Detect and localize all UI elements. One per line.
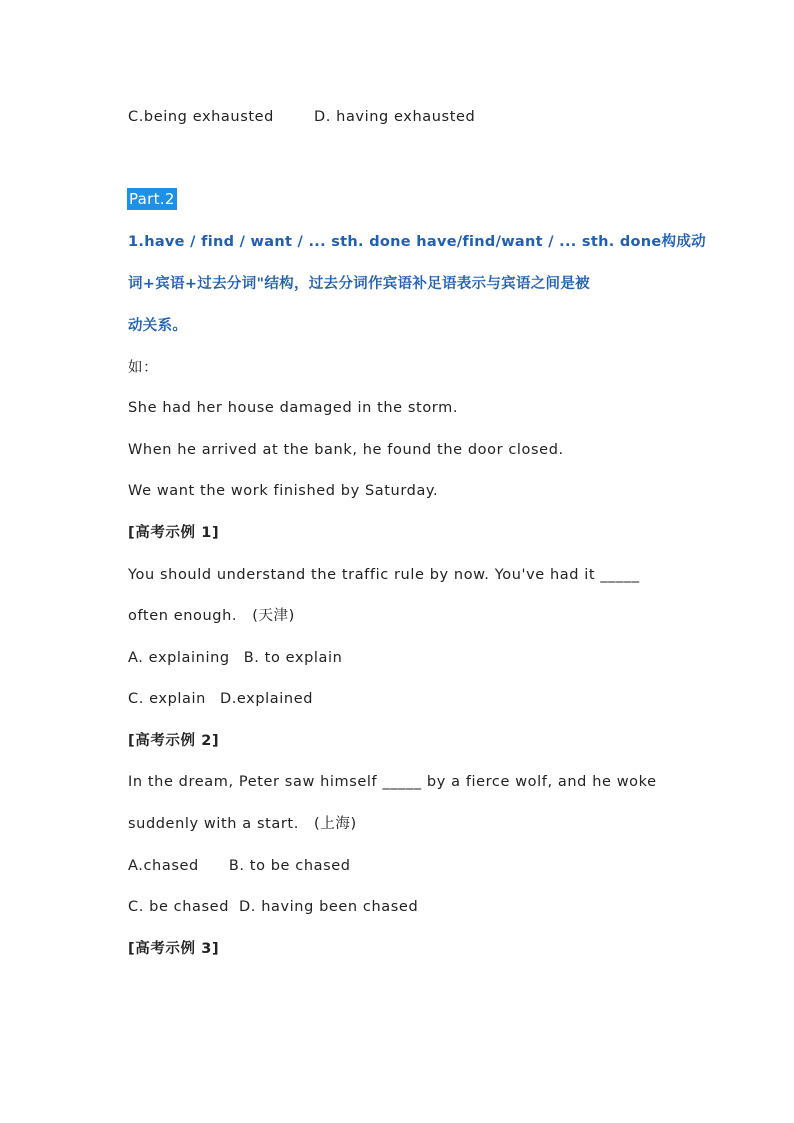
question-1-options-cd [128, 689, 668, 709]
option-b: B. to be chased [228, 858, 351, 874]
exam-example-title-3: [高考示例 3] [128, 941, 220, 957]
example-intro: 如： [128, 360, 159, 376]
example-sentence-1: She had her house damaged in the storm. [128, 400, 459, 416]
option-b: B. to explain [243, 650, 343, 666]
rule-text-line-2: 词+宾语+过去分词"结构，过去分词作宾语补足语表示与宾语之间是被 [128, 276, 590, 292]
option-d: D. having been chased [239, 899, 419, 915]
section-heading-part-2: Part.2 [129, 190, 175, 208]
question-2-options-cd [128, 897, 668, 917]
question-1-options-ab [128, 648, 668, 668]
example-sentence-3: We want the work finished by Saturday. [128, 483, 439, 499]
option-a: A. explaining [128, 650, 230, 666]
option-c: C. explain [128, 691, 206, 707]
options-line-cd-prev [128, 107, 668, 127]
option-d: D. having exhausted [313, 109, 476, 125]
exam-example-title-2: [高考示例 2] [128, 733, 220, 749]
option-c: C. be chased [128, 899, 230, 915]
example-sentence-2: When he arrived at the bank, he found the door closed. [128, 442, 564, 458]
question-1-line-1: You should understand the traffic rule by now. You've had it _____ [128, 567, 640, 583]
question-2-line-1: In the dream, Peter saw himself _____ by a fierce wolf, and he woke [128, 774, 657, 790]
question-2-line-2: suddenly with a start. (上海) [128, 816, 357, 832]
question-2-options-ab [128, 856, 668, 876]
rule-text-line-3: 动关系。 [128, 318, 188, 334]
option-c: C.being exhausted [128, 109, 274, 125]
rule-text-line-1: 1.have / find / want / ... sth. done have/find/want / ... sth. done构成动 [128, 234, 706, 250]
question-1-line-2: often enough. (天津) [128, 608, 295, 624]
option-a: A.chased [128, 858, 199, 874]
option-d: D.explained [219, 691, 314, 707]
exam-example-title-1: [高考示例 1] [128, 525, 220, 541]
